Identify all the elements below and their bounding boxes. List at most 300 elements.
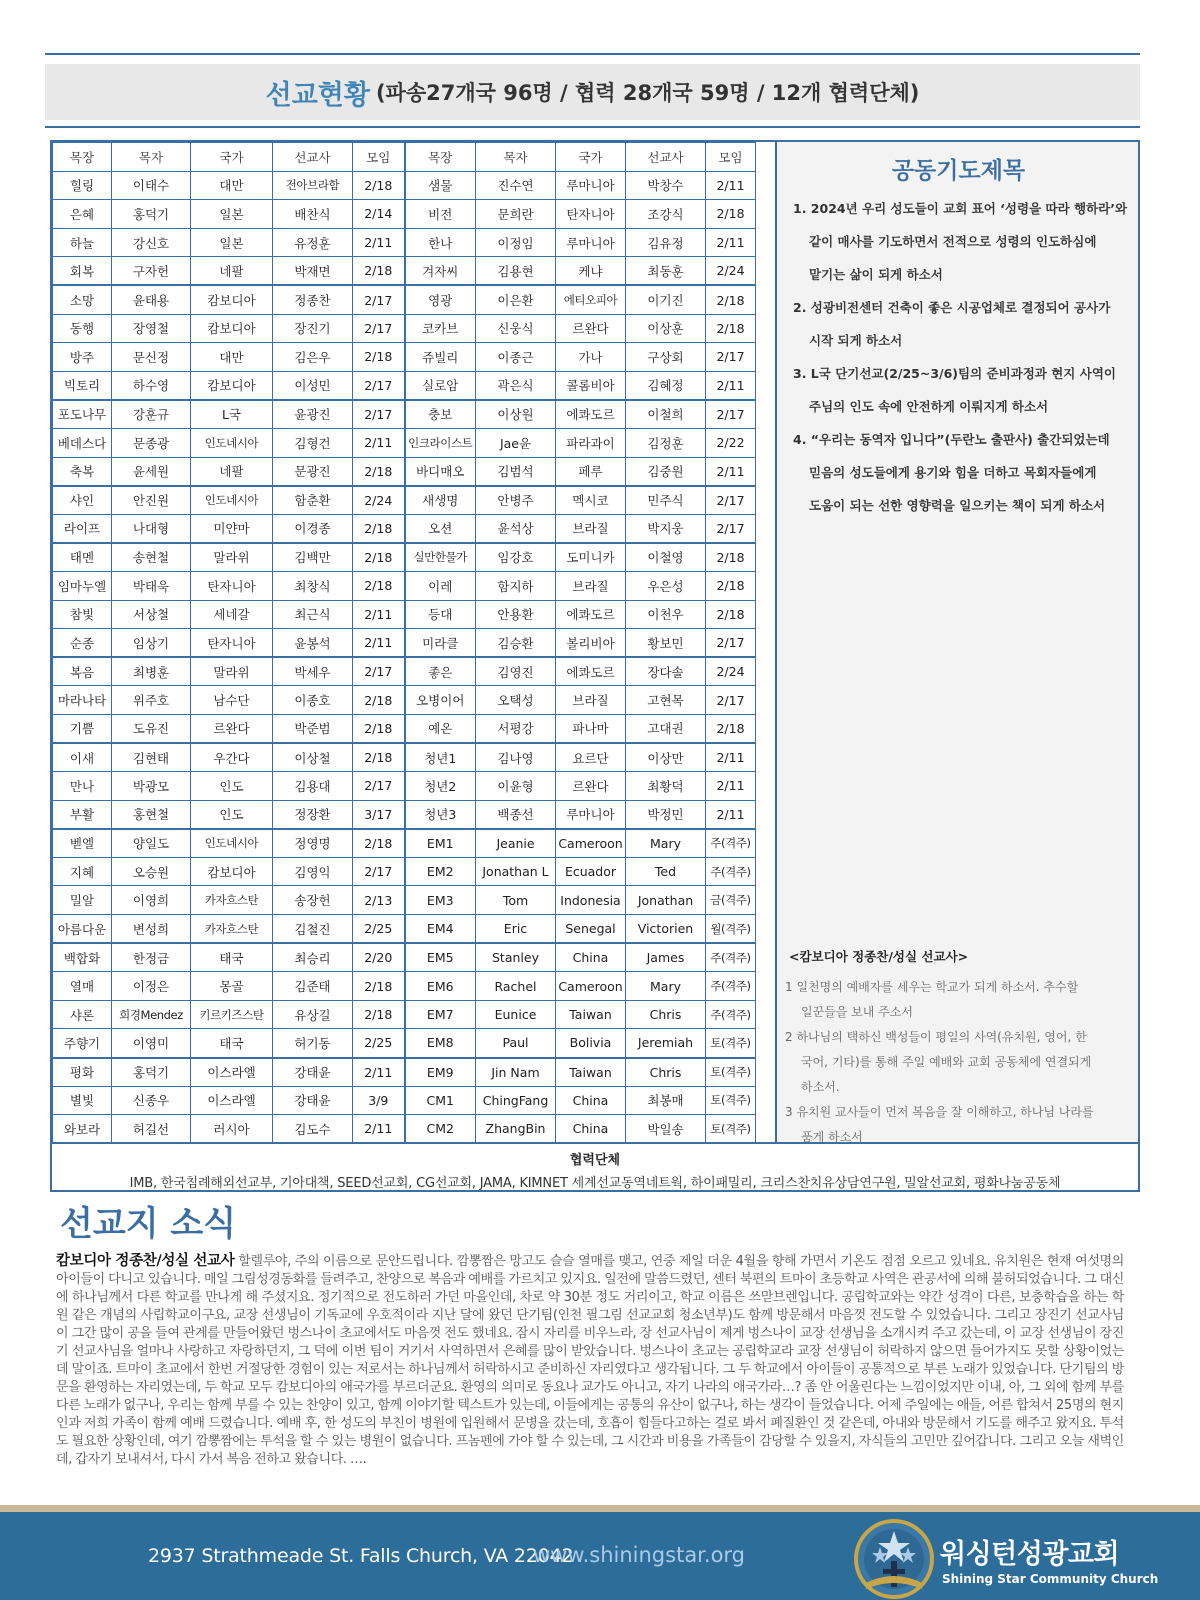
table-cell: 이태수	[112, 171, 191, 200]
table-row	[53, 972, 756, 1001]
table-cell: 탄자니아	[191, 571, 273, 600]
table-cell: EM3	[405, 886, 476, 915]
table-cell: 파나마	[556, 714, 626, 743]
table-cell: 백합화	[53, 943, 112, 972]
table-cell: 금(격주)	[706, 886, 756, 915]
title-band	[45, 64, 1140, 120]
table-cell: James	[626, 943, 706, 972]
table-cell: 2/18	[706, 285, 756, 314]
table-cell: 가나	[556, 343, 626, 372]
table-row	[53, 943, 756, 972]
table-cell: 2/18	[353, 457, 405, 486]
table-cell: 김혜정	[626, 371, 706, 400]
table-cell: 2/18	[706, 200, 756, 229]
table-cell: 3/17	[353, 800, 405, 829]
table-cell: 윤봉석	[273, 629, 353, 658]
table-cell: Senegal	[556, 915, 626, 944]
table-cell: Jin Nam	[476, 1058, 556, 1087]
partners-section	[52, 1142, 1138, 1190]
table-row	[53, 171, 756, 200]
table-cell: 이성민	[273, 371, 353, 400]
table-row	[53, 343, 756, 372]
table-cell: 신웅식	[476, 314, 556, 343]
table-cell: 샘물	[405, 171, 476, 200]
table-cell: 실로암	[405, 371, 476, 400]
table-cell: 홍덕기	[112, 1058, 191, 1087]
table-cell: 최봉매	[626, 1086, 706, 1115]
table-cell: 은혜	[53, 200, 112, 229]
table-cell: 2/17	[353, 285, 405, 314]
table-cell: 주(격주)	[706, 829, 756, 858]
table-cell: 2/17	[353, 371, 405, 400]
table-cell: 좋은	[405, 657, 476, 686]
prayer-item	[793, 357, 1128, 423]
table-cell: CM1	[405, 1086, 476, 1115]
table-cell: 2/18	[353, 543, 405, 572]
table-cell: 아름다운	[53, 915, 112, 944]
table-cell: 2/11	[706, 743, 756, 772]
table-cell: Chris	[626, 1058, 706, 1087]
table-cell: 이정은	[112, 972, 191, 1001]
table-cell: 이상만	[626, 743, 706, 772]
page-title: 선교현황	[265, 79, 370, 111]
table-cell: 임상기	[112, 629, 191, 658]
table-cell: China	[556, 943, 626, 972]
table-cell: 2/18	[353, 514, 405, 543]
table-row	[53, 714, 756, 743]
table-cell: EM7	[405, 1000, 476, 1029]
table-cell: 동행	[53, 314, 112, 343]
cambodia-prayer-line: 1 일천명의 예배자를 세우는 학교가 되게 하소서. 추수할	[785, 980, 1079, 994]
table-cell: Bolivia	[556, 1029, 626, 1058]
table-cell: 2/18	[706, 314, 756, 343]
cambodia-prayer-line: 품게 하소서	[801, 1130, 863, 1144]
table-cell: 2/18	[706, 571, 756, 600]
mission-roster-table	[52, 142, 756, 1144]
page-subtitle: (파송27개국 96명 / 협력 28개국 59명 / 12개 협력단체)	[375, 81, 920, 105]
table-cell: Eric	[476, 915, 556, 944]
table-cell: 루마니아	[556, 800, 626, 829]
table-cell: 박재면	[273, 257, 353, 286]
table-cell: 축복	[53, 457, 112, 486]
table-cell: 2/25	[353, 915, 405, 944]
news-title: 선교지 소식	[60, 1204, 237, 1244]
table-cell: 2/11	[353, 228, 405, 257]
table-cell: 전아브라함	[273, 171, 353, 200]
column-header: 선교사	[626, 143, 706, 172]
table-row	[53, 228, 756, 257]
table-cell: 이영희	[112, 886, 191, 915]
table-cell: 몽골	[191, 972, 273, 1001]
table-cell: 조강식	[626, 200, 706, 229]
table-cell: 고현목	[626, 686, 706, 715]
table-row	[53, 915, 756, 944]
table-cell: 러시아	[191, 1115, 273, 1144]
table-cell: 빅토리	[53, 371, 112, 400]
table-cell: 샤론	[53, 1000, 112, 1029]
table-cell: 에티오피아	[556, 285, 626, 314]
column-header: 목장	[53, 143, 112, 172]
table-row	[53, 1115, 756, 1144]
table-cell: 김도수	[273, 1115, 353, 1144]
table-cell: 함지하	[476, 571, 556, 600]
table-cell: 인크라이스트	[405, 428, 476, 457]
table-row	[53, 457, 756, 486]
table-cell: 정영명	[273, 829, 353, 858]
cambodia-prayer-line: 3 유치원 교사들이 먼저 복음을 잘 이해하고, 하나님 나라를	[785, 1105, 1094, 1119]
table-cell: Eunice	[476, 1000, 556, 1029]
table-cell: 새생명	[405, 486, 476, 515]
table-cell: 만나	[53, 772, 112, 801]
table-cell: 베데스다	[53, 428, 112, 457]
table-cell: EM6	[405, 972, 476, 1001]
prayer-line: 믿음의 성도들에게 용기와 힘을 더하고 목회자들에게	[809, 465, 1097, 480]
table-cell: 2/17	[353, 314, 405, 343]
table-cell: 이스라엘	[191, 1086, 273, 1115]
table-cell: 2/18	[353, 343, 405, 372]
table-cell: 허길선	[112, 1115, 191, 1144]
table-cell: 주향기	[53, 1029, 112, 1058]
table-row	[53, 1058, 756, 1087]
table-cell: 박준범	[273, 714, 353, 743]
table-cell: 2/18	[353, 686, 405, 715]
table-cell: 2/13	[353, 886, 405, 915]
column-header: 모임	[706, 143, 756, 172]
table-cell: 지혜	[53, 857, 112, 886]
table-cell: 2/18	[706, 543, 756, 572]
table-cell: 2/18	[353, 743, 405, 772]
table-cell: 2/18	[353, 714, 405, 743]
table-cell: 2/11	[706, 457, 756, 486]
table-cell: 이종근	[476, 343, 556, 372]
table-cell: 인도	[191, 772, 273, 801]
table-cell: 에콰도르	[556, 400, 626, 429]
table-cell: 송장헌	[273, 886, 353, 915]
table-cell: 대만	[191, 343, 273, 372]
table-cell: EM5	[405, 943, 476, 972]
table-cell: 2/11	[706, 800, 756, 829]
table-row	[53, 886, 756, 915]
table-cell: 키르키즈스탄	[191, 1000, 273, 1029]
table-cell: 2/17	[706, 686, 756, 715]
footer-website-link[interactable]: www.shiningstar.org	[533, 1543, 746, 1567]
table-cell: Ted	[626, 857, 706, 886]
table-cell: EM8	[405, 1029, 476, 1058]
table-cell: 2/17	[706, 400, 756, 429]
table-row	[53, 285, 756, 314]
table-cell: 우간다	[191, 743, 273, 772]
table-cell: 정종찬	[273, 285, 353, 314]
table-cell: Victorien	[626, 915, 706, 944]
table-cell: 이상원	[476, 400, 556, 429]
partners-list: IMB, 한국침례해외선교부, 기아대책, SEED선교회, CG선교회, JAMA, KIMNET 세계선교동역네트웍, 하이패밀리, 크리스찬치유상담연구원, 밀알선교회, 평화나눔공동체	[129, 1176, 1061, 1191]
table-cell: 3/9	[353, 1086, 405, 1115]
table-cell: 문광진	[273, 457, 353, 486]
table-cell: 볼리비아	[556, 629, 626, 658]
table-cell: Paul	[476, 1029, 556, 1058]
table-cell: 2/11	[353, 1058, 405, 1087]
table-cell: 최병훈	[112, 657, 191, 686]
table-cell: 박일송	[626, 1115, 706, 1144]
table-cell: 미얀마	[191, 514, 273, 543]
table-cell: 윤광진	[273, 400, 353, 429]
table-cell: Jonathan L	[476, 857, 556, 886]
prayer-line: 주님의 인도 속에 안전하게 이뤄지게 하소서	[809, 399, 1049, 414]
table-cell: 최동훈	[626, 257, 706, 286]
table-cell: 장진기	[273, 314, 353, 343]
table-cell: 곽은식	[476, 371, 556, 400]
table-cell: 김승환	[476, 629, 556, 658]
table-cell: 안병주	[476, 486, 556, 515]
column-header: 국가	[556, 143, 626, 172]
table-cell: 청년3	[405, 800, 476, 829]
table-cell: 2/17	[353, 400, 405, 429]
table-cell: 정장환	[273, 800, 353, 829]
table-row	[53, 629, 756, 658]
table-cell: 2/11	[353, 629, 405, 658]
table-cell: 2/17	[706, 343, 756, 372]
table-row	[53, 257, 756, 286]
table-cell: 열매	[53, 972, 112, 1001]
table-cell: 토(격주)	[706, 1115, 756, 1144]
table-cell: 박정민	[626, 800, 706, 829]
prayer-line: 1. 2024년 우리 성도들이 교회 표어 ‘성령을 따라 행하라’와	[793, 201, 1128, 216]
cambodia-prayer-item	[785, 1025, 1130, 1100]
table-cell: 르완다	[556, 772, 626, 801]
table-cell: 장다솔	[626, 657, 706, 686]
table-cell: 최승리	[273, 943, 353, 972]
table-cell: 2/17	[706, 514, 756, 543]
prayer-line: 도움이 되는 선한 영향력을 일으키는 책이 되게 하소서	[809, 498, 1106, 513]
table-cell: 인도네시아	[191, 428, 273, 457]
table-cell: 박지웅	[626, 514, 706, 543]
table-cell: 파라과이	[556, 428, 626, 457]
table-cell: 희경Mendez	[112, 1000, 191, 1029]
table-cell: 기쁨	[53, 714, 112, 743]
table-cell: 실만한물가	[405, 543, 476, 572]
table-cell: 케냐	[556, 257, 626, 286]
table-cell: 2/11	[706, 228, 756, 257]
news-body	[56, 1252, 1124, 1469]
table-cell: 라이프	[53, 514, 112, 543]
table-cell: 주(격주)	[706, 1000, 756, 1029]
table-cell: 김영진	[476, 657, 556, 686]
table-cell: 비전	[405, 200, 476, 229]
table-cell: 이상훈	[626, 314, 706, 343]
table-cell: 2/11	[706, 171, 756, 200]
table-cell: ZhangBin	[476, 1115, 556, 1144]
table-cell: EM2	[405, 857, 476, 886]
table-cell: 일본	[191, 228, 273, 257]
cambodia-prayer-line: 일꾼들을 보내 주소서	[801, 1005, 913, 1019]
table-cell: CM2	[405, 1115, 476, 1144]
table-cell: 한나	[405, 228, 476, 257]
table-cell: 김백만	[273, 543, 353, 572]
table-cell: 태국	[191, 1029, 273, 1058]
table-cell: 청년1	[405, 743, 476, 772]
table-cell: 2/14	[353, 200, 405, 229]
table-cell: 르완다	[556, 314, 626, 343]
table-row	[53, 200, 756, 229]
table-cell: 카자흐스탄	[191, 886, 273, 915]
table-row	[53, 600, 756, 629]
table-cell: 캄보디아	[191, 371, 273, 400]
table-cell: 김용대	[273, 772, 353, 801]
table-cell: 말라위	[191, 543, 273, 572]
table-cell: 한정금	[112, 943, 191, 972]
table-cell: 임강호	[476, 543, 556, 572]
table-cell: Cameroon	[556, 829, 626, 858]
news-text: 할렐루야, 주의 이름으로 문안드립니다. 깜뽕짬은 망고도 슬슬 열매를 맺고, 연중 제일 더운 4월을 향해 가면서 기온도 점점 오르고 있네요. 유치원은 현재 여섯명의 아이들이 다니고 있습니다. 매일 그림성경동화를 들려주고, 찬양으로 복음과 예배를 가르치고 있지요. 일전에 말씀드렸던, 센터 북편의 트마이 초등학교 사역은 관공서에 의해 불허되었습니다. 그 대신에 하나님께서 다른 학교를 만나게 해 주셨지요. 정기적으로 전도하러 가던 마을인데, 차로 약 30분 정도 거리이고, 학교 이름은 쓰맏브렌입니다. 공립학교와는 약간 성격이 다른, 보충학습을 하는 학원 같은 개념의 사립학교이구요, 교장 선생님이 기독교에 우호적이라 지난 달에 왔던 단기팀(인천 필그림 선교교회 청소년부)도 함께 방문해서 마음껏 전도할 수 있었습니다. 그리고 장진기 선교사님이 그간 많이 공을 들여 관계를 만들어왔던 벙스나이 초교에서도 마음껏 전도 했네요. 잠시 자리를 비우느라, 장 선교사님이 제게 벙스나이 교장 선생님을 소개시켜 주고 갔는데, 이 교장 선생님이 장진기 선교사님을 얼마나 사랑하고 자랑하던지, 그 덕에 이번 팀이 거기서 사역하면서 은혜를 많이 받았습니다. 벙스나이 초교는 공립학교라 교장 선생님이 허락하지 않으면 들어가지도 못할 상황이었는데 말이죠. 트마이 초교에서 한번 거절당한 경험이 있는 저로서는 하나님께서 허락하시고 준비하신 자리였다고 생각됩니다. 그 두 학교에서 아이들이 공통적으로 부른 노래가 있었습니다. 단기팀의 방문을 환영하는 자리였는데, 두 학교 모두 캄보디아의 애국가를 부르더군요. 환영의 의미로 동요나 교가도 아니고, 자기 나라의 애국가라…? 좀 안 어울린다는 느낌이었지만 이내, 아, 그 외에 함께 부를 다른 노래가 없구나, 우리는 함께 부를 수 있는 찬양이 있고, 함께 이야기할 텍스트가 있는데, 이들에게는 공통의 유산이 없구나, 하는 생각이 들었습니다. 어제 주일에는 애들, 어른 합쳐서 25명의 현지인과 저희 가족이 함께 예배 드렸습니다. 예배 후, 한 성도의 부친이 병원에 입원해서 문병을 갔는데, 호흡이 힘들다고하는 걸로 봐서 폐질환인 것 같은데, 아내와 방문해서 기도를 해주고 왔지요. 투석도 필요한 상황인데, 여기 깜뽕짬에는 투석을 할 수 있는 병원이 없습니다. 프놈펜에 가야 할 수 있는데, 그 시간과 비용을 가족들이 감당할 수 있을지, 자식들의 고민만 깊어갑니다. 그리고 오늘 새벽인데, 갑자기 보내셔서, 다시 가서 복음 전하고 왔습니다. ….	[56, 1254, 1124, 1467]
table-cell: 겨자씨	[405, 257, 476, 286]
table-cell: 코카브	[405, 314, 476, 343]
column-header: 선교사	[273, 143, 353, 172]
table-row	[53, 1029, 756, 1058]
table-cell: 2/24	[706, 657, 756, 686]
table-row	[53, 743, 756, 772]
table-cell: 구자헌	[112, 257, 191, 286]
table-cell: 백종선	[476, 800, 556, 829]
table-cell: 토(격주)	[706, 1029, 756, 1058]
table-cell: 김정훈	[626, 428, 706, 457]
table-cell: 순종	[53, 629, 112, 658]
table-cell: 2/18	[353, 257, 405, 286]
table-cell: 송현철	[112, 543, 191, 572]
table-cell: 루마니아	[556, 228, 626, 257]
table-cell: 박창수	[626, 171, 706, 200]
table-cell: 2/20	[353, 943, 405, 972]
table-cell: 브라질	[556, 571, 626, 600]
table-cell: 김나영	[476, 743, 556, 772]
cambodia-prayer-line: 하소서.	[801, 1080, 840, 1094]
table-cell: 함춘환	[273, 486, 353, 515]
table-cell: 2/11	[353, 1115, 405, 1144]
table-cell: 마라나타	[53, 686, 112, 715]
column-header: 목장	[405, 143, 476, 172]
table-row	[53, 772, 756, 801]
table-cell: 민주식	[626, 486, 706, 515]
prayer-line: 맡기는 삶이 되게 하소서	[809, 267, 943, 282]
table-cell: Cameroon	[556, 972, 626, 1001]
church-logo-icon	[852, 1517, 936, 1600]
table-cell: 이스라엘	[191, 1058, 273, 1087]
table-cell: 우은성	[626, 571, 706, 600]
table-cell: 충보	[405, 400, 476, 429]
table-cell: 임마누엘	[53, 571, 112, 600]
table-cell: Chris	[626, 1000, 706, 1029]
table-cell: 진수연	[476, 171, 556, 200]
table-cell: 이윤형	[476, 772, 556, 801]
table-cell: 위주호	[112, 686, 191, 715]
table-cell: China	[556, 1086, 626, 1115]
table-cell: 문종광	[112, 428, 191, 457]
table-cell: 청년2	[405, 772, 476, 801]
table-cell: 이경종	[273, 514, 353, 543]
column-header: 목자	[112, 143, 191, 172]
table-row	[53, 1000, 756, 1029]
table-cell: 도미니카	[556, 543, 626, 572]
table-cell: 김형건	[273, 428, 353, 457]
table-cell: 하늘	[53, 228, 112, 257]
table-cell: 태멘	[53, 543, 112, 572]
table-cell: 등대	[405, 600, 476, 629]
table-cell: 김범석	[476, 457, 556, 486]
table-cell: 이정임	[476, 228, 556, 257]
prayer-title: 공동기도제목	[891, 158, 1026, 184]
table-cell: 브라질	[556, 686, 626, 715]
table-cell: 쥬빌리	[405, 343, 476, 372]
table-cell: 양일도	[112, 829, 191, 858]
table-cell: 김중원	[626, 457, 706, 486]
table-cell: 박세우	[273, 657, 353, 686]
table-cell: 이영미	[112, 1029, 191, 1058]
column-header: 모임	[353, 143, 405, 172]
table-cell: 토(격주)	[706, 1058, 756, 1087]
table-cell: 윤석상	[476, 514, 556, 543]
table-row	[53, 857, 756, 886]
table-cell: Indonesia	[556, 886, 626, 915]
table-cell: Jonathan	[626, 886, 706, 915]
table-cell: 포도나무	[53, 400, 112, 429]
table-cell: 2/11	[706, 371, 756, 400]
table-cell: 김영익	[273, 857, 353, 886]
prayer-line: 3. L국 단기선교(2/25~3/6)팀의 준비과정과 현지 사역이	[793, 366, 1116, 381]
table-cell: 2/18	[353, 1000, 405, 1029]
table-row	[53, 314, 756, 343]
prayer-item	[793, 192, 1128, 291]
table-cell: 도유진	[112, 714, 191, 743]
table-row	[53, 686, 756, 715]
table-cell: ChingFang	[476, 1086, 556, 1115]
table-cell: Taiwan	[556, 1058, 626, 1087]
table-cell: 요르단	[556, 743, 626, 772]
prayer-panel	[775, 142, 1138, 1142]
table-cell: 김현태	[112, 743, 191, 772]
table-cell: 인도네시아	[191, 486, 273, 515]
table-cell: 신종우	[112, 1086, 191, 1115]
table-cell: 2/17	[353, 857, 405, 886]
table-cell: 이천우	[626, 600, 706, 629]
table-cell: 콜롬비아	[556, 371, 626, 400]
table-cell: 네팔	[191, 257, 273, 286]
prayer-line: 2. 성광비전센터 건축이 좋은 시공업체로 결정되어 공사가	[793, 300, 1111, 315]
table-cell: 2/11	[353, 428, 405, 457]
church-name-english: Shining Star Community Church	[942, 1572, 1159, 1586]
table-cell: 최근식	[273, 600, 353, 629]
table-cell: 주(격주)	[706, 857, 756, 886]
table-cell: 탄자니아	[191, 629, 273, 658]
table-cell: 페루	[556, 457, 626, 486]
cambodia-prayer-title: <캄보디아 정종찬/성실 선교사>	[789, 949, 969, 964]
table-cell: 복음	[53, 657, 112, 686]
prayer-item	[793, 423, 1128, 522]
table-cell: 강태윤	[273, 1086, 353, 1115]
table-cell: 세네갈	[191, 600, 273, 629]
table-cell: 별빛	[53, 1086, 112, 1115]
table-cell: 이새	[53, 743, 112, 772]
table-cell: 인도	[191, 800, 273, 829]
table-cell: Ecuador	[556, 857, 626, 886]
table-cell: 부활	[53, 800, 112, 829]
table-cell: 주(격주)	[706, 943, 756, 972]
table-cell: 미라클	[405, 629, 476, 658]
table-cell: China	[556, 1115, 626, 1144]
table-cell: 2/18	[353, 829, 405, 858]
table-row	[53, 543, 756, 572]
table-cell: 루마니아	[556, 171, 626, 200]
table-cell: 2/17	[706, 486, 756, 515]
table-cell: 오병이어	[405, 686, 476, 715]
